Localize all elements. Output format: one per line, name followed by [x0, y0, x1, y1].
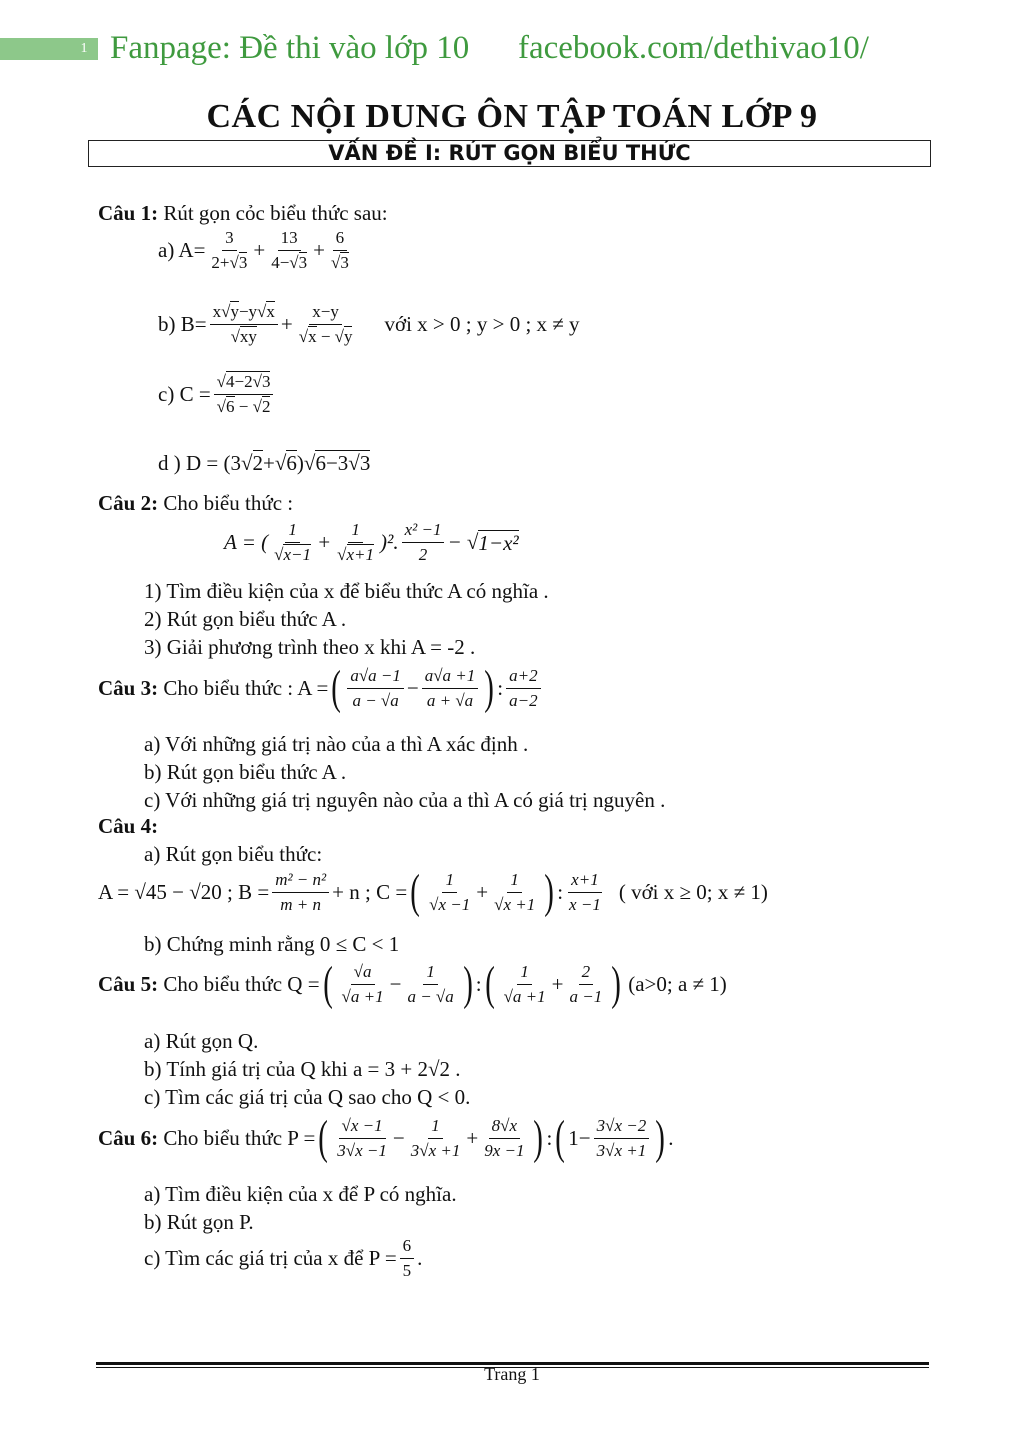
q2-item-3: 3) Giải phương trình theo x khi A = -2 . — [144, 635, 476, 659]
fraction: $\frac{6}{5}$ — [400, 1236, 415, 1281]
fraction: $\frac{2}{a -1}$ — [569, 961, 603, 1006]
q5-text: Cho biểu thức Q = — [163, 971, 320, 996]
section-heading: VẤN ĐỀ I: RÚT GỌN BIỂU THỨC — [88, 140, 931, 167]
footer-page-label: Trang 1 — [484, 1364, 540, 1384]
q3-heading: Câu 3: Cho biểu thức : A = ( $\frac{a√a -1}{a - √a}$ − $\frac{a√a +1}{a + √a}$ ) : $\frac{a+2}{a-2}$ — [98, 664, 544, 712]
q2-expression: A = ( $\frac{1}{√x-1}$ + $\frac{1}{√x+1}$ )². $\frac{\text{x² −1}}{2}$ − √ 1−x² — [224, 520, 519, 564]
q1-label: Câu 1: — [98, 201, 159, 225]
fraction: $\frac{√x -1}{3√x -1}$ — [337, 1115, 387, 1160]
fraction: $\frac{\text{x² −1}}{2}$ — [402, 520, 445, 565]
q4-item-a: a) Rút gọn biểu thức: — [144, 842, 323, 866]
q4-condition: ( với x ≥ 0; x ≠ 1) — [618, 879, 768, 904]
fraction: $\frac{1}{√a +1}$ — [503, 961, 546, 1006]
q4-label: Câu 4: — [98, 814, 159, 838]
q1-heading — [98, 200, 388, 226]
q6-heading: Câu 6: Cho biểu thức P = ( $\frac{√x -1}{3√x -1}$ − $\frac{1}{3√x +1}$ + $\frac{8√x}{9x -1}$ ) : ( 1− $\frac{3√x -2}{3√x +1}$ ) . — [98, 1111, 674, 1164]
fraction: $\frac{a√a -1}{a - √a}$ — [347, 666, 404, 711]
header-fanpage[interactable]: Fanpage: Đề thi vào lớp 10 — [110, 30, 470, 66]
q1-c-prefix: c) C = — [158, 382, 211, 406]
fraction: $\frac{1}{3√x +1}$ — [410, 1115, 461, 1160]
fraction: $\frac{1}{a - √a}$ — [407, 961, 454, 1006]
q1-text: Rút gọn cỏc biểu thức sau: — [163, 201, 388, 225]
fraction: $\frac{6}{√3}$ — [330, 228, 349, 272]
q1-a-expression: a) A= $\frac{3}{2+√3}$ + $\frac{13}{4-√3}$ + $\frac{6}{√3}$ — [158, 228, 355, 273]
q3-item-c: c) Với những giá trị nguyên nào của a thì A có giá trị nguyên . — [144, 788, 666, 812]
fraction: $\frac{x+1}{x -1}$ — [569, 869, 601, 914]
fraction: $\frac{√4-2√3}{√6 - √2}$ — [214, 372, 274, 417]
q6-item-b: b) Rút gọn P. — [144, 1210, 254, 1234]
fraction: $\frac{1}{√x-1}$ — [274, 520, 311, 564]
fraction: $\frac{a√a +1}{a + √a}$ — [422, 666, 479, 711]
q3-item-b: b) Rút gọn biểu thức A . — [144, 760, 347, 784]
fraction: $\frac{1}{√x+1}$ — [337, 520, 375, 564]
fraction: $\frac{a+2}{a-2}$ — [506, 666, 540, 711]
q3-text: Cho biểu thức : A = — [163, 675, 329, 700]
fraction: $\frac{1}{√x +1}$ — [494, 869, 536, 914]
q3-item-a: a) Với những giá trị nào của a thì A xác định . — [144, 732, 529, 756]
q5-label: Câu 5: — [98, 971, 159, 996]
q1-b-expression: b) B= $\frac{x√y-y√x}{√xy}$ + $\frac{x-y}{√x - √y}$ với x > 0 ; y > 0 ; x ≠ y — [158, 302, 580, 346]
header-facebook-link[interactable]: facebook.com/dethivao10/ — [518, 30, 869, 66]
q1-a-prefix: a) A= — [158, 238, 206, 262]
fraction: $\frac{\text{m² − n²}}{m + n}$ — [272, 870, 329, 915]
q6-item-c: c) Tìm các giá trị của x để P = $\frac{6}{5}$ . — [144, 1236, 423, 1280]
fraction: $\frac{x√y-y√x}{√xy}$ — [210, 302, 278, 347]
q1-d-expression: d ) D = (3 √ 2 + √ 6 ) √ 6−3√3 — [158, 450, 371, 475]
q1-b-prefix: b) B= — [158, 312, 207, 336]
q5-item-c: c) Tìm các giá trị của Q sao cho Q < 0. — [144, 1085, 471, 1109]
page-title: CÁC NỘI DUNG ÔN TẬP TOÁN LỚP 9 — [206, 98, 818, 135]
fraction: $\frac{1}{√x -1}$ — [429, 869, 471, 914]
q6-item-a: a) Tìm điều kiện của x để P có nghĩa. — [144, 1182, 457, 1206]
fraction: $\frac{13}{4-√3}$ — [271, 228, 308, 272]
q5-heading: Câu 5: Cho biểu thức Q = ( $\frac{√a}{√a +1}$ − $\frac{1}{a - √a}$ ) : ( $\frac{1}{√a +1}$ + $\frac{2}{a -1}$ ) (a>0; a ≠ 1) — [98, 957, 727, 1010]
q2-item-2: 2) Rút gọn biểu thức A . — [144, 607, 347, 631]
q1-d-prefix: d ) D = (3 — [158, 450, 241, 475]
q1-b-condition: với x > 0 ; y > 0 ; x ≠ y — [384, 312, 580, 336]
header-page-number: 1 — [80, 41, 88, 56]
q5-item-b: b) Tính giá trị của Q khi a = 3 + 2√2 . — [144, 1057, 461, 1081]
q2-heading — [98, 490, 293, 516]
fraction: $\frac{8√x}{9x -1}$ — [484, 1115, 525, 1160]
q6-text: Cho biểu thức P = — [163, 1125, 316, 1150]
q3-label: Câu 3: — [98, 675, 159, 700]
q2-text: Cho biểu thức : — [163, 491, 294, 515]
fraction: $\frac{3√x -2}{3√x +1}$ — [594, 1116, 650, 1161]
q4-expression: A = √45 − √20 ; B = $\frac{\text{m² − n²}}{m + n}$ + n ; C = ( $\frac{1}{√x -1}$ + $\frac{1}{√x +1}$ ) : $\frac{x+1}{x -1}$ ( với x ≥ 0; x ≠ 1) — [98, 865, 768, 918]
q5-condition: (a>0; a ≠ 1) — [628, 971, 727, 996]
q2-label: Câu 2: — [98, 491, 159, 515]
fraction: $\frac{3}{2+√3}$ — [211, 228, 248, 272]
q6-label: Câu 6: — [98, 1125, 159, 1150]
q2-item-1: 1) Tìm điều kiện của x để biểu thức A có nghĩa . — [144, 579, 549, 603]
q4-item-b: b) Chứng minh rằng 0 ≤ C < 1 — [144, 932, 400, 956]
fraction: $\frac{√a}{√a +1}$ — [341, 961, 384, 1006]
q5-item-a: a) Rút gọn Q. — [144, 1029, 259, 1053]
q1-c-expression — [158, 372, 276, 417]
fraction: $\frac{x-y}{√x - √y}$ — [298, 302, 353, 346]
